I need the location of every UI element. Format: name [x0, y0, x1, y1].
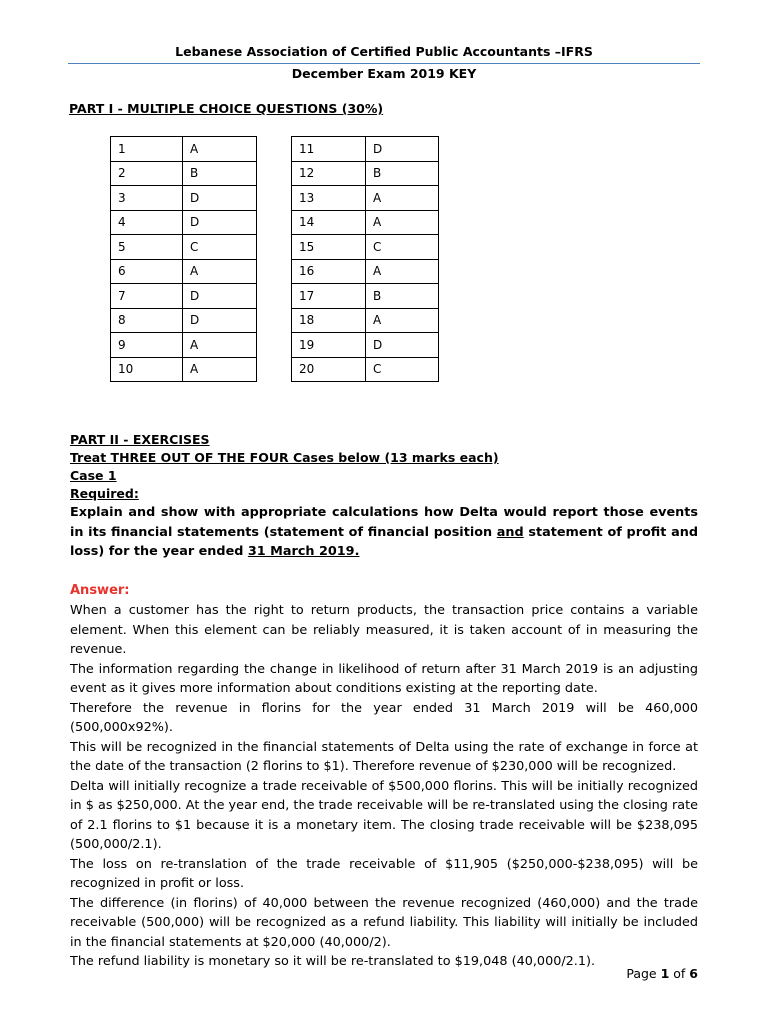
question-number: 11 [292, 137, 366, 162]
mcq-row [292, 333, 439, 358]
question-number: 18 [292, 308, 366, 333]
answer-letter: A [366, 308, 439, 333]
answer-letter: D [183, 210, 257, 235]
mcq-row [292, 161, 439, 186]
mcq-row [292, 137, 439, 162]
answer-letter: C [366, 235, 439, 260]
question-number: 15 [292, 235, 366, 260]
question-number: 6 [111, 259, 183, 284]
document-header-title: Lebanese Association of Certified Public Accountants –IFRS [175, 44, 593, 59]
mcq-row [111, 259, 257, 284]
question-number: 19 [292, 333, 366, 358]
question-number: 3 [111, 186, 183, 211]
answer-paragraph: The information regarding the change in likelihood of return after 31 March 2019 is an adjusting event as it gives more information about conditions existing at the reporting date. [70, 661, 698, 696]
question-number: 16 [292, 259, 366, 284]
answer-letter: B [366, 284, 439, 309]
page-number: Page 1 of 6 [626, 966, 698, 981]
question-number: 4 [111, 210, 183, 235]
answer-paragraph: The difference (in florins) of 40,000 between the revenue recognized (460,000) and the trade receivable (500,000) will be recognized as a refund liability. This liability will initially be included in the financial statements at $20,000 (40,000/2). [70, 895, 698, 950]
answer-letter: A [366, 259, 439, 284]
answer-letter: A [366, 186, 439, 211]
mcq-row [292, 308, 439, 333]
answer-letter: D [366, 333, 439, 358]
part2-title: PART II - EXERCISES [70, 432, 210, 447]
mcq-answer-table-left [110, 136, 257, 382]
answer-letter: D [366, 137, 439, 162]
mcq-row [111, 235, 257, 260]
part1-title: PART I - MULTIPLE CHOICE QUESTIONS (30%) [69, 101, 384, 116]
answer-letter: B [366, 161, 439, 186]
question-number: 2 [111, 161, 183, 186]
answer-letter: D [183, 308, 257, 333]
mcq-row [292, 186, 439, 211]
mcq-row [111, 333, 257, 358]
question-number: 10 [111, 357, 183, 382]
mcq-row [111, 186, 257, 211]
mcq-row [292, 210, 439, 235]
mcq-row [111, 308, 257, 333]
question-number: 7 [111, 284, 183, 309]
answer-letter: A [183, 357, 257, 382]
answer-letter: A [366, 210, 439, 235]
question-number: 5 [111, 235, 183, 260]
question-number: 14 [292, 210, 366, 235]
answer-letter: A [183, 259, 257, 284]
part2-instruction: Treat THREE OUT OF THE FOUR Cases below (13 marks each) [70, 450, 499, 465]
mcq-row [292, 259, 439, 284]
answer-label: Answer: [70, 583, 130, 598]
answer-paragraph: Delta will initially recognize a trade receivable of $500,000 florins. This will be initially recognized in $ as $250,000. At the year end, the trade receivable will be re-translated using the closing rate of 2.1 florins to $1 because it is a monetary item. The closing trade receivable will be $238,095 (500,000/2.1). [70, 778, 698, 852]
mcq-row [111, 137, 257, 162]
required-text: Explain and show with appropriate calculations how Delta would report those events in its financial statements (statement of financial position and statement of profit and loss) for the year ended 31 March 2019. [70, 505, 698, 560]
answer-letter: D [183, 186, 257, 211]
answer-letter: D [183, 284, 257, 309]
case-title: Case 1 [70, 468, 117, 483]
header-divider [68, 63, 700, 64]
required-label: Required: [70, 486, 139, 501]
answer-body [70, 601, 698, 972]
mcq-row [292, 235, 439, 260]
question-number: 13 [292, 186, 366, 211]
answer-paragraph: The refund liability is monetary so it will be re-translated to $19,048 (40,000/2.1). [70, 954, 596, 969]
answer-letter: A [183, 137, 257, 162]
mcq-answer-table-right [291, 136, 439, 382]
answer-letter: C [183, 235, 257, 260]
answer-paragraph: When a customer has the right to return products, the transaction price contains a variable element. When this element can be reliably measured, it is taken account of in measuring the revenue. [70, 603, 698, 657]
answer-paragraph: This will be recognized in the financial statements of Delta using the rate of exchange in force at the date of the transaction (2 florins to $1). Therefore revenue of $230,000 will be recognized. [70, 739, 698, 774]
answer-letter: A [183, 333, 257, 358]
mcq-row [292, 357, 439, 382]
answer-paragraph: Therefore the revenue in florins for the year ended 31 March 2019 will be 460,000 (500,000x92%). [70, 700, 698, 735]
answer-paragraph: The loss on re-translation of the trade receivable of $11,905 ($250,000-$238,095) will be recognized in profit or loss. [70, 856, 698, 891]
document-header-subtitle: December Exam 2019 KEY [291, 66, 477, 81]
mcq-row [111, 357, 257, 382]
mcq-row [111, 161, 257, 186]
question-number: 12 [292, 161, 366, 186]
mcq-row [111, 284, 257, 309]
answer-letter: B [183, 161, 257, 186]
mcq-row [111, 210, 257, 235]
question-number: 17 [292, 284, 366, 309]
question-number: 8 [111, 308, 183, 333]
question-number: 9 [111, 333, 183, 358]
mcq-row [292, 284, 439, 309]
question-number: 1 [111, 137, 183, 162]
question-number: 20 [292, 357, 366, 382]
answer-letter: C [366, 357, 439, 382]
